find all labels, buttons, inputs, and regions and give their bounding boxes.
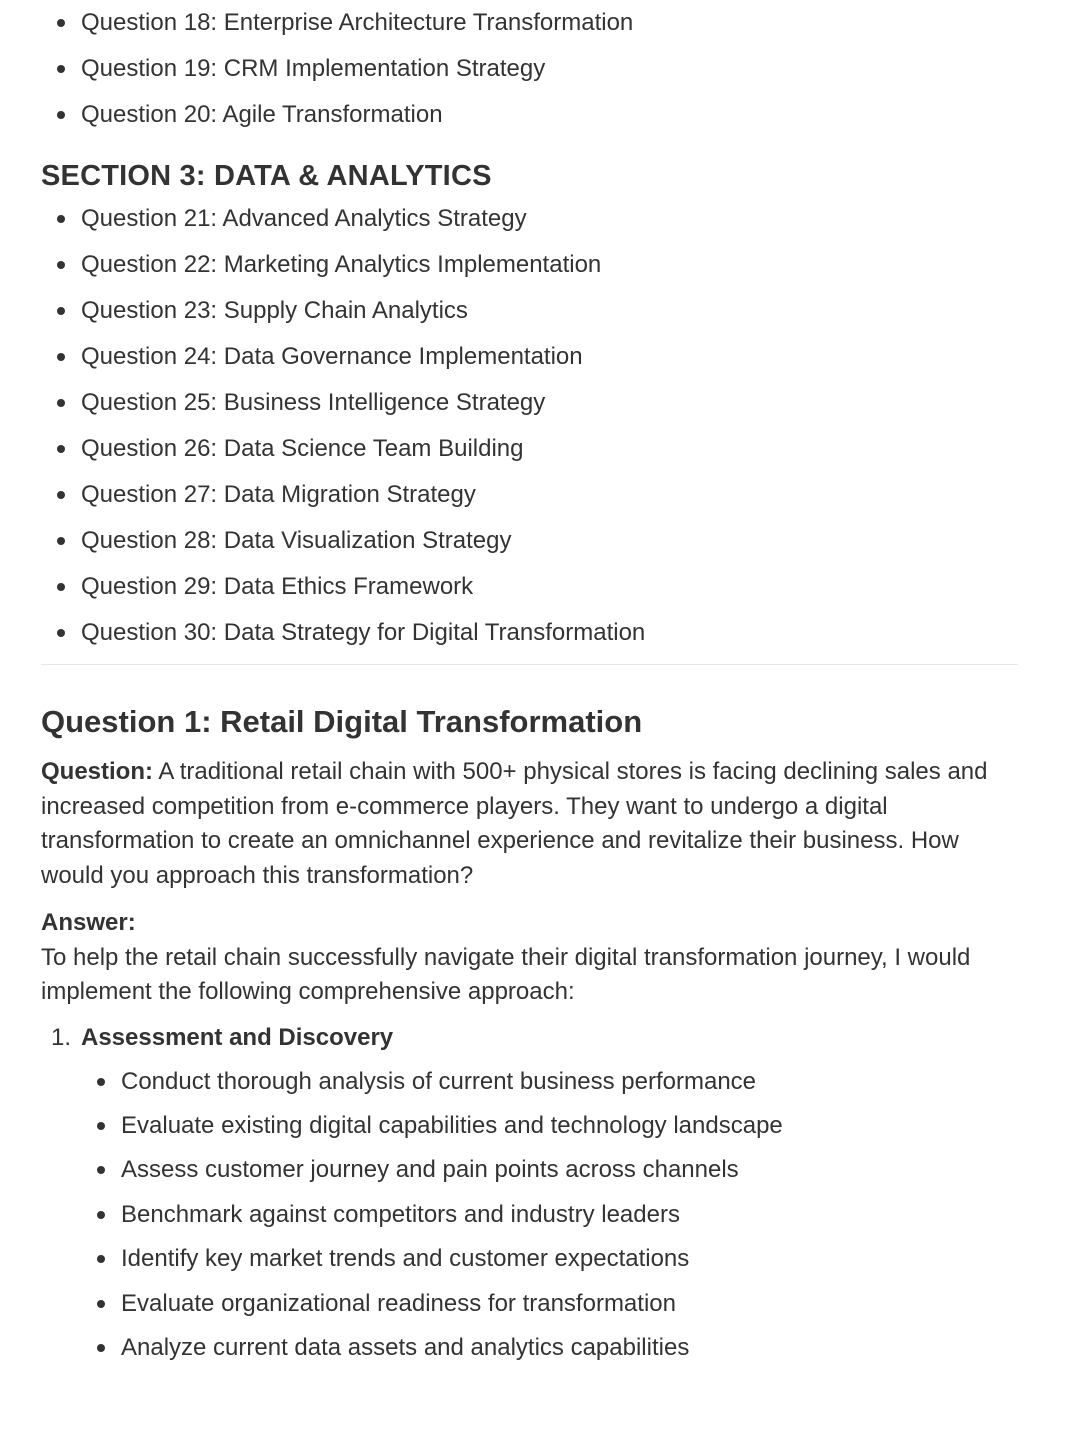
list-item: Question 30: Data Strategy for Digital Transformation — [41, 610, 1018, 656]
answer-label: Answer: — [41, 909, 136, 936]
question-list-section-2 — [41, 0, 1018, 138]
list-item: Question 29: Data Ethics Framework — [41, 564, 1018, 610]
step-bullets — [41, 1060, 1018, 1371]
question-1-prompt — [41, 755, 1018, 893]
list-item: Question 26: Data Science Team Building — [41, 426, 1018, 472]
list-item: Question 27: Data Migration Strategy — [41, 472, 1018, 518]
list-item: Question 21: Advanced Analytics Strategy — [41, 196, 1018, 242]
list-item: Question 23: Supply Chain Analytics — [41, 288, 1018, 334]
answer-intro: To help the retail chain successfully navigate their digital transformation journey, I would implement the following comprehensive approach: — [41, 943, 971, 1005]
step-title: Assessment and Discovery — [81, 1023, 394, 1051]
question-list-section-3 — [41, 196, 1018, 656]
list-item: Evaluate organizational readiness for transformation — [41, 1282, 1018, 1326]
list-item: Question 18: Enterprise Architecture Transformation — [41, 0, 1018, 46]
list-item: Question 20: Agile Transformation — [41, 92, 1018, 138]
answer-steps — [41, 1018, 1018, 1371]
question-text: A traditional retail chain with 500+ physical stores is facing declining sales and increased competition from e-commerce players. They want to undergo a digital transformation to create an omnichannel experience and revitalize their business. How would you approach this transformation? — [41, 758, 988, 889]
list-item: Analyze current data assets and analytics capabilities — [41, 1326, 1018, 1370]
list-item: Conduct thorough analysis of current business performance — [41, 1060, 1018, 1104]
list-item: Assess customer journey and pain points across channels — [41, 1148, 1018, 1192]
question-label: Question: — [41, 758, 153, 785]
step-number: 1. — [51, 1023, 72, 1051]
step-item — [41, 1018, 1018, 1371]
section-3-heading: SECTION 3: DATA & ANALYTICS — [41, 160, 492, 192]
list-item: Question 22: Marketing Analytics Implementation — [41, 242, 1018, 288]
list-item: Question 19: CRM Implementation Strategy — [41, 46, 1018, 92]
question-1-title: Question 1: Retail Digital Transformation — [41, 704, 643, 739]
step-heading — [41, 1018, 1018, 1058]
list-item: Identify key market trends and customer expectations — [41, 1237, 1018, 1281]
list-item: Evaluate existing digital capabilities and technology landscape — [41, 1104, 1018, 1148]
section-divider — [41, 664, 1018, 665]
list-item: Question 28: Data Visualization Strategy — [41, 518, 1018, 564]
list-item: Question 24: Data Governance Implementation — [41, 334, 1018, 380]
list-item: Question 25: Business Intelligence Strategy — [41, 380, 1018, 426]
list-item: Benchmark against competitors and industry leaders — [41, 1193, 1018, 1237]
